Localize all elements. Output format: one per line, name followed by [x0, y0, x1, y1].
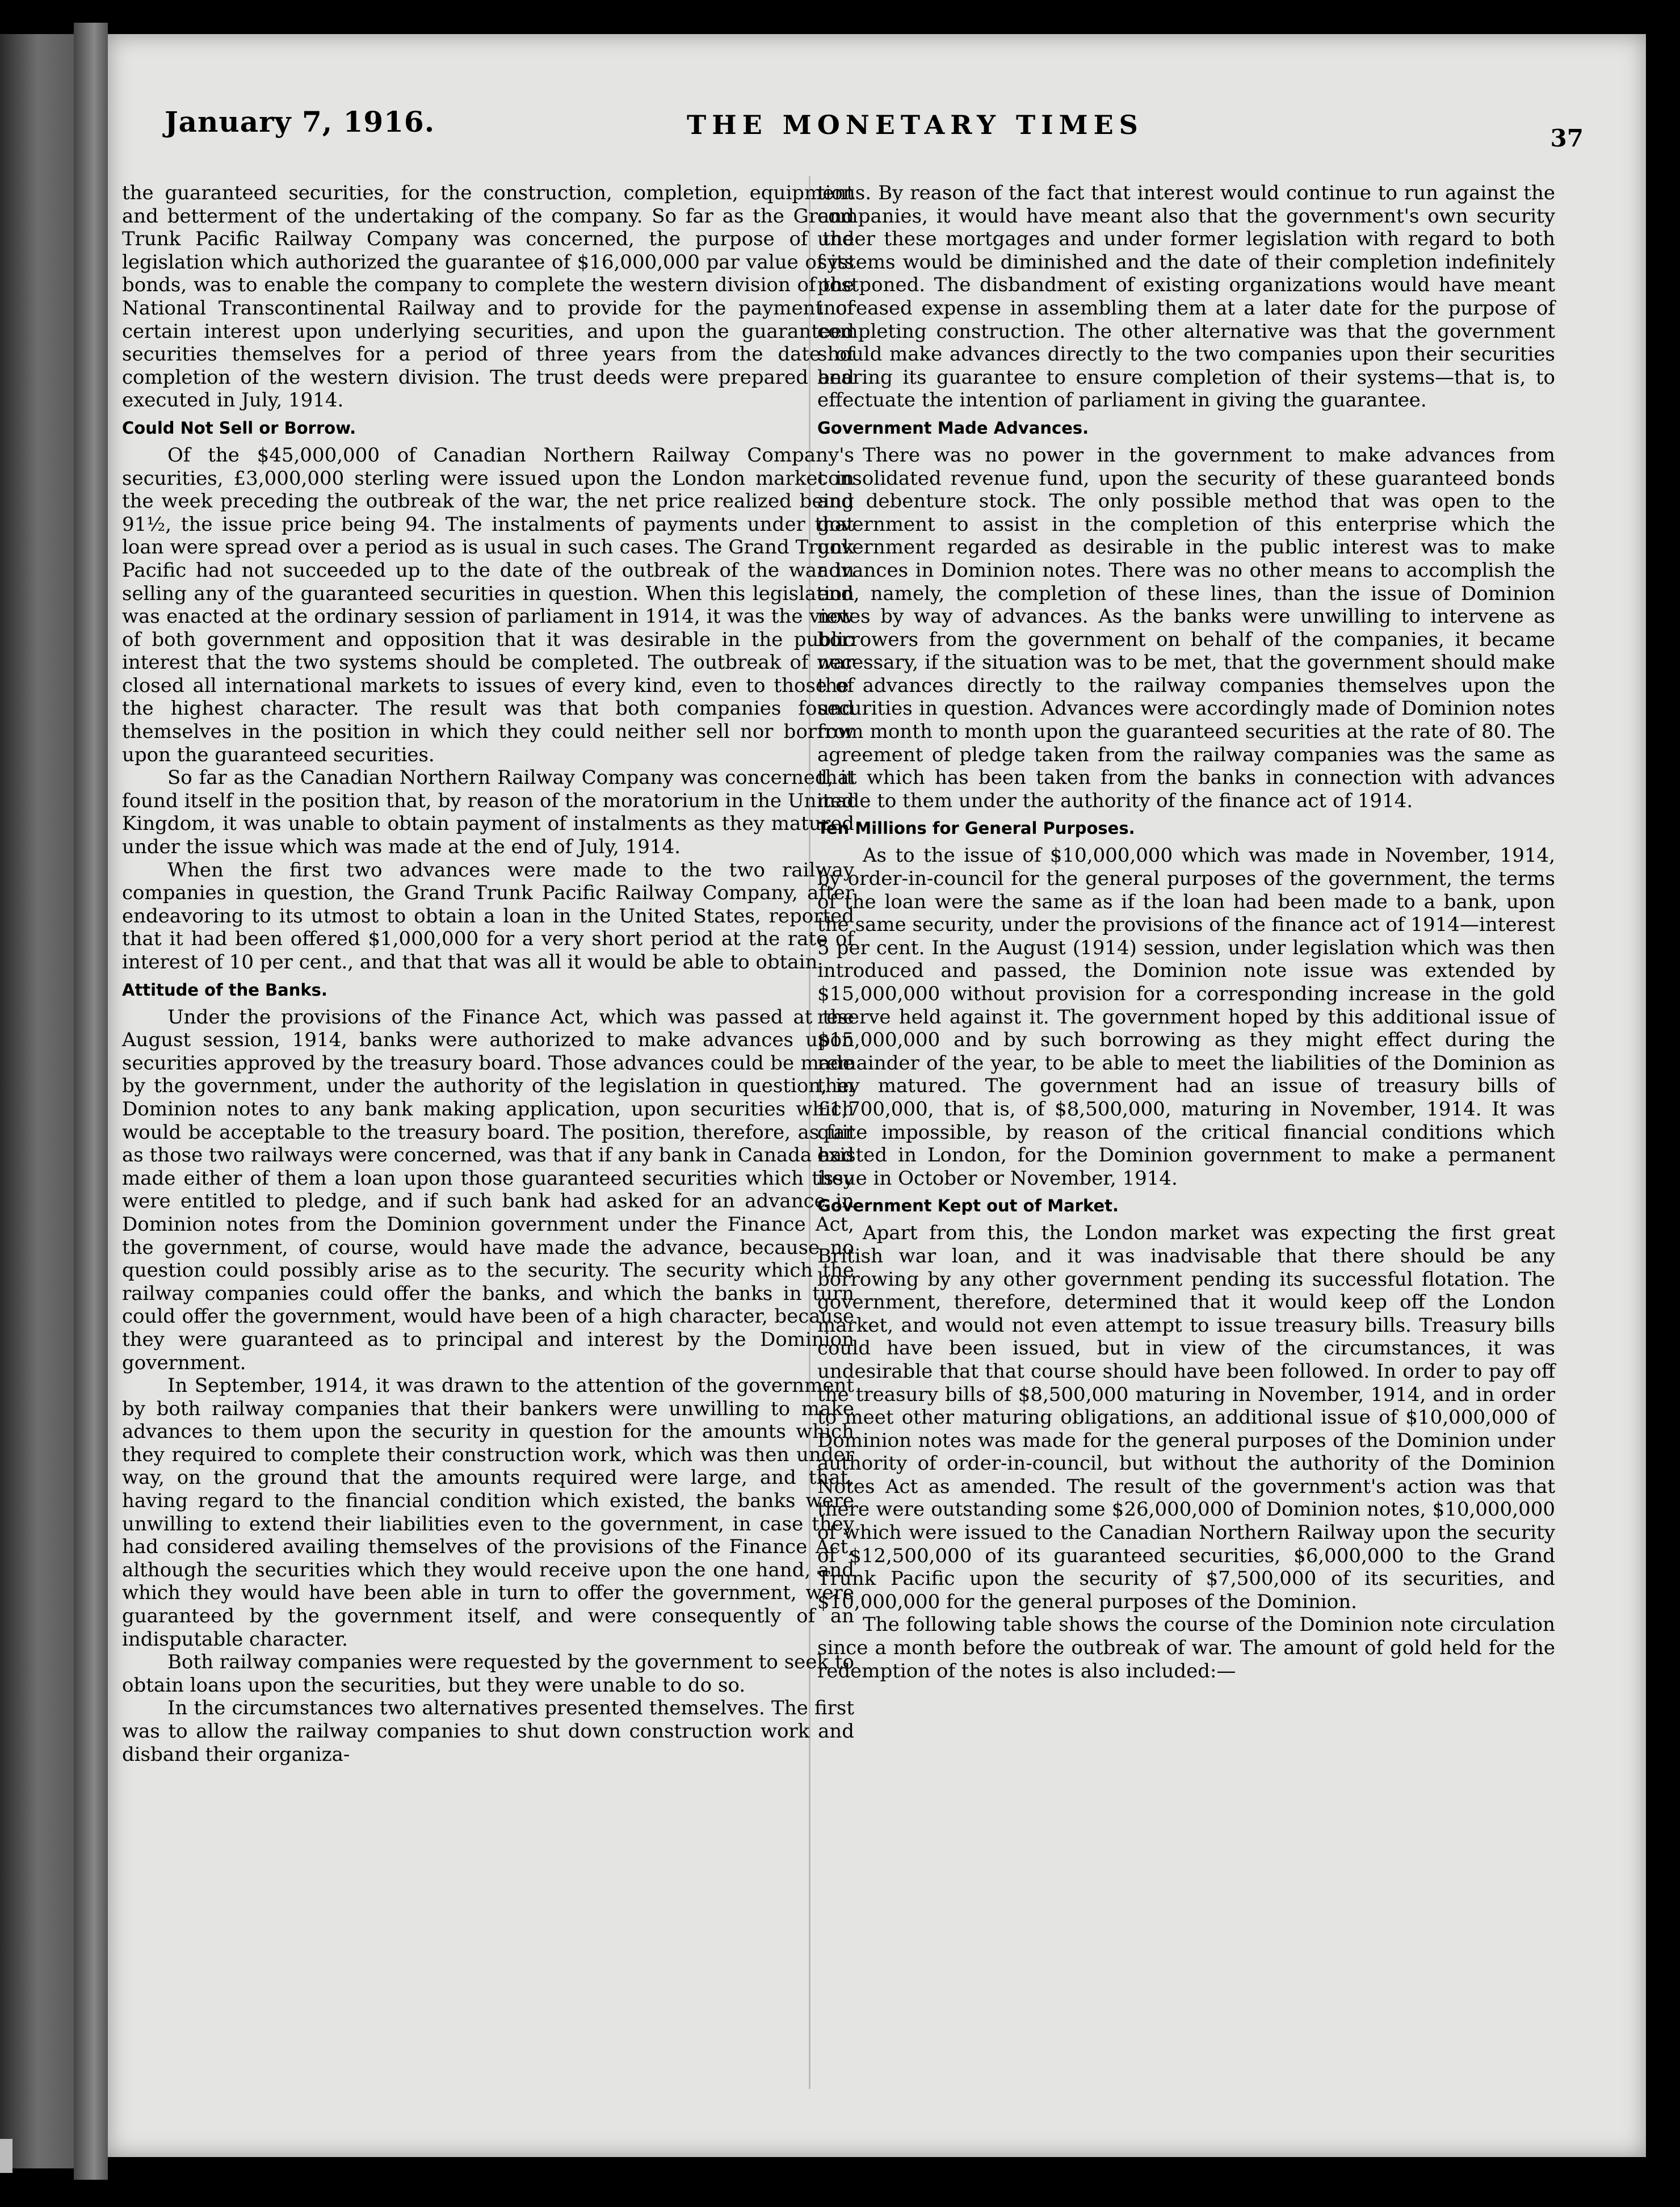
paragraph: In September, 1914, it was drawn to the attention of the government by both railway companies that their bankers were unwilling to make advances to them upon the security in question for the amounts which they required to complete their construction work, which was then under way, on the ground that the amounts required were large, and that, having regard to the financial condition which existed, the banks were unwilling to extend their liabilities even to the government, in case they had considered availing themselves of the provisions of the Finance Act, although the securities which they would receive upon the one hand, and which they would have been able in turn to offer the government, were guaranteed by the government itself, and were consequently of an indisputable character. [122, 1374, 854, 1651]
paragraph: When the first two advances were made to the two railway companies in question, the Grand Trunk Pacific Railway Company, after endeavoring to its utmost to obtain a loan in the United States, reported that it had been offered $1,000,000 for a very short period at the rate of interest of 10 per cent., and that that was all it would be able to obtain. [122, 858, 854, 974]
paragraph: tions. By reason of the fact that interest would continue to run against the companies, it would have meant also that the government's own security under these mortgages and under former legislation with regard to both systems would be diminished and the date of their completion indefinitely postponed. The disbandment of existing organizations would have meant increased expense in assembling them at a later date for the purpose of completing construction. The other alternative was that the government should make advances directly to the two companies upon their securities bearing its guarantee to ensure completion of their systems—that is, to effectuate the intention of parliament in giving the guarantee. [817, 182, 1555, 412]
paragraph: Both railway companies were requested by the government to seek to obtain loans upon the securities, but they were unable to do so. [122, 1651, 854, 1697]
page-header [165, 105, 1584, 167]
paragraph: Under the provisions of the Finance Act, which was passed at the August session, 1914, banks were authorized to make advances upon securities approved by the treasury board. Those advances could be made by the government, under the authority of the legislation in question, in Dominion notes to any bank making application, upon securities which would be acceptable to the treasury board. The position, therefore, as far as those two railways were concerned, was that if any bank in Canada had made either of them a loan upon those guaranteed securities which they were entitled to pledge, and if such bank had asked for an advance in Dominion notes from the Dominion government under the Finance Act, the government, of course, would have made the advance, because no question could possibly arise as to the security. The security which the railway companies could offer the banks, and which the banks in turn could offer the government, would have been of a high character, because they were guaranteed as to principal and interest by the Dominion government. [122, 1005, 854, 1374]
scan-page-edge [74, 23, 108, 2180]
section-heading: Ten Millions for General Purposes. [817, 819, 1135, 838]
scan-border-right [1646, 0, 1680, 2207]
publication-title: THE MONETARY TIMES [687, 110, 1144, 140]
paragraph: Of the $45,000,000 of Canadian Northern Railway Company's securities, £3,000,000 sterling were issued upon the London market in the week preceding the outbreak of the war, the net price realized being 91½, the issue price being 94. The instalments of payments under that loan were spread over a period as is usual in such cases. The Grand Trunk Pacific had not succeeded up to the date of the outbreak of the war in selling any of the guaranteed securities in question. When this legislation was enacted at the ordinary session of parliament in 1914, it was the view of both government and opposition that it was desirable in the public interest that the two systems should be completed. The outbreak of war closed all international markets to issues of every kind, even to those of the highest character. The result was that both companies found themselves in the position in which they could neither sell nor borrow upon the guaranteed securities. [122, 443, 854, 766]
section-heading: Attitude of the Banks. [122, 980, 327, 1000]
left-column [122, 182, 854, 1766]
section-heading: Government Kept out of Market. [817, 1196, 1119, 1216]
paragraph: In the circumstances two alternatives presented themselves. The first was to allow the railway companies to shut down construction work and disband their organiza- [122, 1697, 854, 1766]
paragraph: As to the issue of $10,000,000 which was made in November, 1914, by order-in-council for the general purposes of the government, the terms of the loan were the same as if the loan had been made to a bank, upon the same security, under the provisions of the finance act of 1914—interest 5 per cent. In the August (1914) session, under legislation which was then introduced and passed, the Dominion note issue was extended by $15,000,000 without provision for a corresponding increase in the gold reserve held against it. The government hoped by this additional issue of $15,000,000 and by such borrowing as they might effect during the remainder of the year, to be able to meet the liabilities of the Dominion as they matured. The government had an issue of treasury bills of £1,700,000, that is, of $8,500,000, maturing in November, 1914. It was quite impossible, by reason of the critical financial conditions which existed in London, for the Dominion government to make a permanent issue in October or November, 1914. [817, 844, 1555, 1190]
paragraph: The following table shows the course of the Dominion note circulation since a month before the outbreak of war. The amount of gold held for the redemption of the notes is also included:— [817, 1613, 1555, 1682]
right-column [817, 182, 1555, 1682]
paragraph: There was no power in the government to make advances from consolidated revenue fund, upon the security of these guaranteed bonds and debenture stock. The only possible method that was open to the government to assist in the completion of this enterprise which the government regarded as desirable in the public interest was to make advances in Dominion notes. There was no other means to accomplish the end, namely, the completion of these lines, than the issue of Dominion notes by way of advances. As the banks were unwilling to intervene as borrowers from the government on behalf of the companies, it became necessary, if the situation was to be met, that the government should make the advances directly to the railway companies themselves upon the securities in question. Advances were accordingly made of Dominion notes from month to month upon the guaranteed securities at the rate of 80. The agreement of pledge taken from the railway companies was the same as that which has been taken from the banks in connection with advances made to them under the authority of the finance act of 1914. [817, 443, 1555, 812]
paragraph: the guaranteed securities, for the construction, completion, equipment and betterment of the undertaking of the company. So far as the Grand Trunk Pacific Railway Company was concerned, the purpose of the legislation which authorized the guarantee of $16,000,000 par value of its bonds, was to enable the company to complete the western division of the National Transcontinental Railway and to provide for the payment of certain interest upon underlying securities, and upon the guaranteed securities themselves for a period of three years from the date of completion of the western division. The trust deeds were prepared and executed in July, 1914. [122, 182, 854, 412]
paragraph: So far as the Canadian Northern Railway Company was concerned, it found itself in the position that, by reason of the moratorium in the United Kingdom, it was unable to obtain payment of instalments as they matured under the issue which was made at the end of July, 1914. [122, 766, 854, 859]
section-heading: Government Made Advances. [817, 418, 1089, 438]
issue-date: January 7, 1916. [165, 105, 435, 139]
scan-artifact [0, 2139, 12, 2173]
section-heading: Could Not Sell or Borrow. [122, 418, 356, 438]
page-number: 37 [1550, 124, 1584, 152]
paragraph: Apart from this, the London market was expecting the first great British war loan, and it was inadvisable that there should be any borrowing by any other government pending its successful flotation. The government, therefore, determined that it would keep off the London market, and would not even attempt to issue treasury bills. Treasury bills could have been issued, but in view of the circumstances, it was undesirable that that course should have been followed. In order to pay off the treasury bills of $8,500,000 maturing in November, 1914, and in order to meet other maturing obligations, an additional issue of $10,000,000 of Dominion notes was made for the general purposes of the Dominion under authority of order-in-council, but without the authority of the Dominion Notes Act as amended. The result of the government's action was that there were outstanding some $26,000,000 of Dominion notes, $10,000,000 of which were issued to the Canadian Northern Railway upon the security of $12,500,000 of its guaranteed securities, $6,000,000 to the Grand Trunk Pacific upon the security of $7,500,000 of its securities, and $10,000,000 for the general purposes of the Dominion. [817, 1222, 1555, 1613]
